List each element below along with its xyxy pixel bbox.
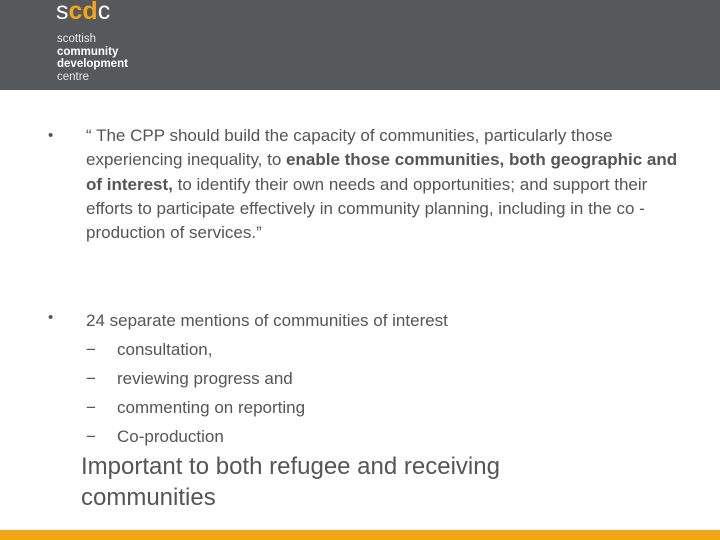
logo-line-centre: centre <box>57 70 89 83</box>
dash-marker: − <box>86 427 96 446</box>
quote-bold: enable those communities, both geographic and of interest, <box>86 150 678 194</box>
dash-marker: − <box>86 398 96 417</box>
logo-mark-s: s <box>56 0 69 25</box>
dash-marker: − <box>86 369 96 388</box>
logo-line-development: development <box>57 58 128 70</box>
logo-mark-c: c <box>97 0 111 25</box>
header-bar <box>0 0 720 90</box>
dash-marker: − <box>86 340 96 359</box>
footer-accent-bar <box>0 530 720 540</box>
bullet-2: • <box>48 309 54 326</box>
cpp-quote <box>86 124 686 245</box>
logo-line-community: community <box>57 45 119 58</box>
mentions-heading: 24 separate mentions of communities of interest <box>86 311 448 330</box>
list-item <box>86 335 686 364</box>
bullet-1: • <box>48 127 54 144</box>
logo-mark-cd: cd <box>68 0 98 25</box>
list-item-text: consultation, <box>117 340 213 359</box>
list-item-text: commenting on reporting <box>117 398 306 417</box>
list-item-text: reviewing progress and <box>117 369 293 388</box>
quote-part-2: to identify their own needs and opportunities; and support their efforts to participate effectively in community planning, including in the co -production of services.” <box>86 174 648 243</box>
important-statement: Important to both refugee and receiving communities <box>81 453 500 511</box>
list-item <box>86 393 686 422</box>
mentions-block <box>86 306 686 451</box>
list-item <box>86 364 686 393</box>
logo-line-scottish: scottish <box>57 33 96 45</box>
list-item <box>86 422 686 451</box>
quote-part-1: “ The CPP should build the capacity of communities, particularly those experiencing inequality, to <box>86 126 613 170</box>
scdc-logo-mark <box>56 0 110 26</box>
list-item-text: Co-production <box>117 427 224 446</box>
scdc-logo-wordmark <box>57 33 128 83</box>
